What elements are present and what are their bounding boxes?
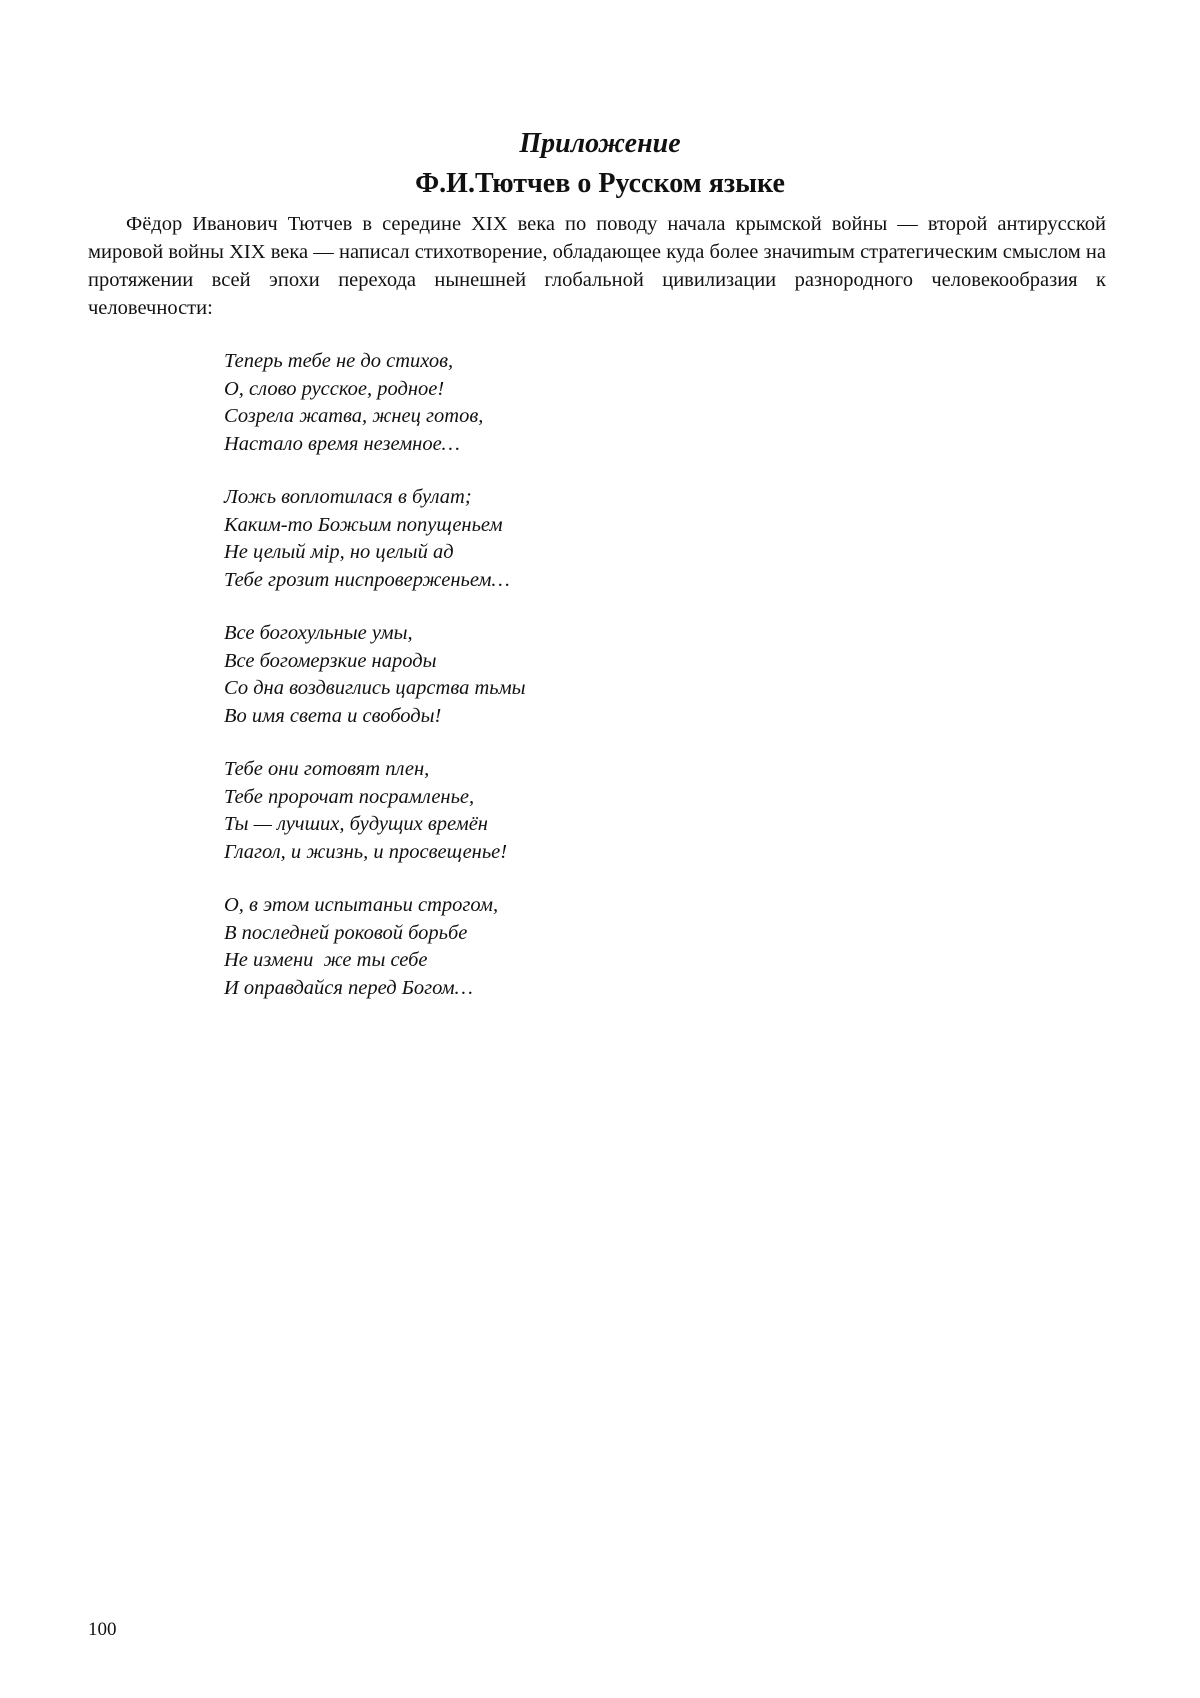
poem-stanza: [224, 892, 924, 1002]
poem-line: Ты — лучших, будущих времён: [224, 813, 488, 835]
poem-line: В последней роковой борьбе: [224, 921, 468, 944]
poem-stanza: [224, 348, 924, 458]
page-number: 100: [88, 1619, 117, 1640]
poem-line: Настало время неземное…: [224, 432, 460, 455]
page-title: Ф.И.Тютчев о Русском языке: [415, 168, 785, 199]
poem-stanza: [224, 756, 924, 866]
poem-line: Не целый мiр, но целый ад: [224, 541, 454, 563]
poem-line: Ложь воплотилася в булат;: [224, 486, 472, 508]
poem-line: Не измени же ты себе: [224, 949, 428, 971]
poem-line: Все богохульные умы,: [224, 622, 413, 644]
appendix-title: Приложение: [519, 128, 681, 159]
poem-line: Теперь тебе не до стихов,: [224, 350, 454, 372]
poem-line: Все богомерзкие народы: [224, 649, 437, 672]
poem-stanza: [224, 484, 924, 594]
poem-line: Во имя света и свободы!: [224, 704, 442, 727]
poem-line: О, слово русское, родное!: [224, 377, 445, 400]
poem-line: Каким-то Божьим попущеньем: [224, 513, 503, 536]
poem-line: Со дна воздвиглись царства тьмы: [224, 677, 526, 699]
poem-line: О, в этом испытаньи строгом,: [224, 894, 499, 916]
poem: [224, 348, 924, 1028]
poem-stanza: [224, 620, 924, 730]
intro-paragraph: Фёдор Иванович Тютчев в середине XIX века по поводу начала крымской войны — второй антирусской мировой войны XIX века — написал стихотворение, обладающее куда более значиmым стратегическим смыслом на протяжении всей эпохи перехода нынешней глобальной цивилизации разнородного человекообразия к человечности:: [88, 213, 1106, 319]
poem-line: Тебе они готовят плен,: [224, 758, 430, 780]
poem-line: Глагол, и жизнь, и просвещенье!: [224, 840, 508, 863]
poem-line: Тебе грозит ниспроверженьем…: [224, 568, 510, 591]
poem-line: Созрела жатва, жнец готов,: [224, 405, 484, 427]
poem-line: Тебе пророчат посрамленье,: [224, 785, 475, 808]
poem-line: И оправдайся перед Богом…: [224, 976, 473, 999]
